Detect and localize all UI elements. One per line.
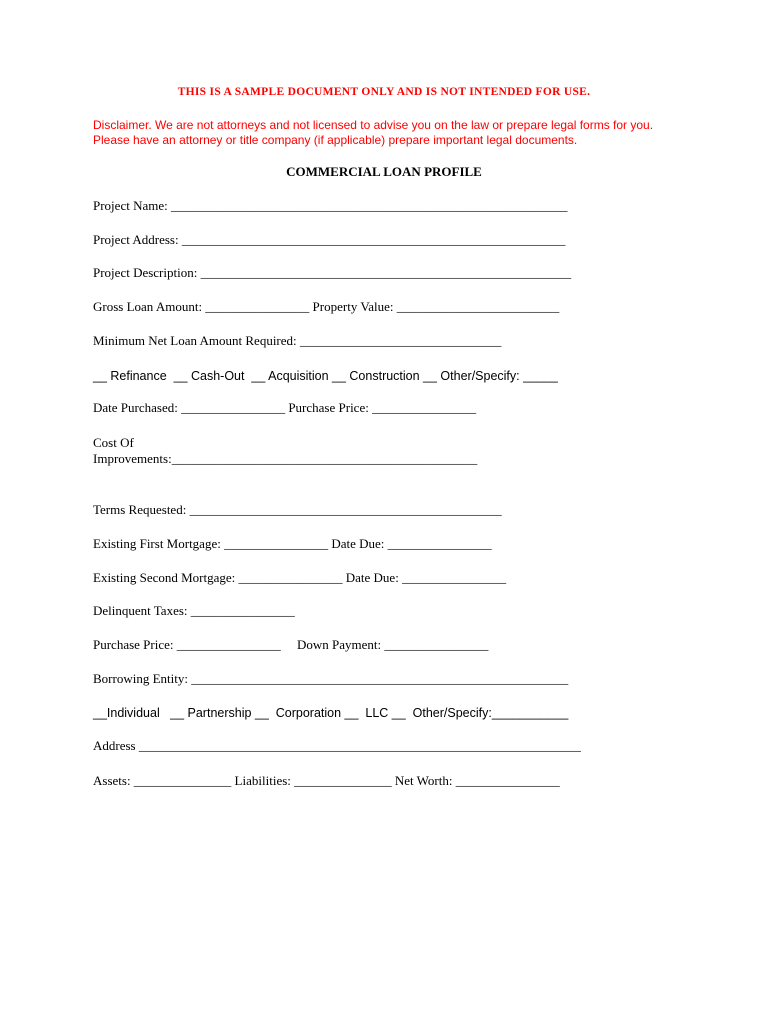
min-net-loan-field[interactable]: Minimum Net Loan Amount Required: _______________________________ [93,333,502,348]
purchase-price-field[interactable]: Purchase Price: ________________ Down Payment: ________________ [93,637,489,652]
delinquent-taxes-field[interactable]: Delinquent Taxes: ________________ [93,603,295,618]
date-purchased-field[interactable]: Date Purchased: ________________ Purchase Price: ________________ [93,400,477,415]
disclaimer-text: Disclaimer. We are not attorneys and not licensed to advise you on the law or prepare legal forms for you. Please have an attorney or title company (if applicable) prepare important legal documents. [93,118,654,147]
cost-of-label: Cost Of [93,435,134,450]
second-mortgage-field[interactable]: Existing Second Mortgage: ________________ Date Due: ________________ [93,570,507,585]
assets-field[interactable]: Assets: _______________ Liabilities: _______________ Net Worth: ________________ [93,773,560,788]
address-field[interactable]: Address ____________________________________________________________________ [93,738,581,753]
borrowing-entity-field[interactable]: Borrowing Entity: __________________________________________________________ [93,671,569,686]
document-title: COMMERCIAL LOAN PROFILE [286,164,482,179]
loan-type-options[interactable]: __ Refinance __ Cash-Out __ Acquisition __ Construction __ Other/Specify: _____ [93,369,558,383]
project-name-field[interactable]: Project Name: _____________________________________________________________ [93,198,568,213]
gross-loan-field[interactable]: Gross Loan Amount: ________________ Property Value: _________________________ [93,299,560,314]
entity-type-options[interactable]: __Individual __ Partnership __ Corporation __ LLC __ Other/Specify:___________ [93,706,569,720]
sample-notice: THIS IS A SAMPLE DOCUMENT ONLY AND IS NOT INTENDED FOR USE. [177,86,591,98]
improvements-field[interactable]: Improvements:_______________________________________________ [93,451,478,466]
project-description-field[interactable]: Project Description: _________________________________________________________ [93,265,572,280]
project-address-field[interactable]: Project Address: ___________________________________________________________ [93,232,566,247]
terms-requested-field[interactable]: Terms Requested: ________________________________________________ [93,502,502,517]
first-mortgage-field[interactable]: Existing First Mortgage: ________________ Date Due: ________________ [93,536,492,551]
